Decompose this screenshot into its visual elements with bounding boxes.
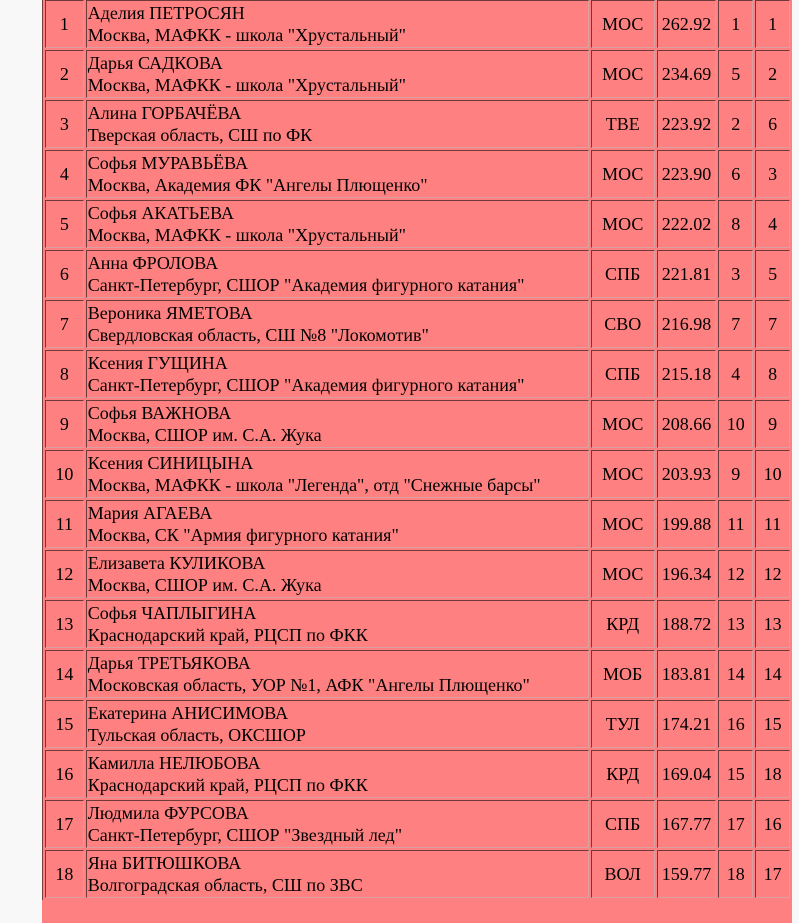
region-cell: МОС	[591, 200, 655, 248]
skater-club: Волгоградская область, СШ по ЗВС	[87, 875, 363, 895]
skater-cell	[86, 400, 589, 448]
skater-cell	[86, 600, 589, 648]
skater-club: Санкт-Петербург, СШОР "Академия фигурного катания"	[87, 275, 525, 295]
skater-cell	[86, 0, 589, 48]
place-cell: 2	[45, 50, 84, 98]
place-cell: 17	[45, 800, 84, 848]
short-program-place-cell: 1	[718, 0, 753, 48]
region-cell: ТУЛ	[591, 700, 655, 748]
short-program-place-cell: 10	[718, 400, 753, 448]
place-cell: 7	[45, 300, 84, 348]
place-cell: 10	[45, 450, 84, 498]
short-program-place-cell: 17	[718, 800, 753, 848]
region-cell: МОС	[591, 450, 655, 498]
skater-club: Санкт-Петербург, СШОР "Академия фигурного катания"	[87, 375, 525, 395]
free-skate-place-cell: 9	[755, 400, 790, 448]
skater-cell	[86, 550, 589, 598]
region-cell: МОБ	[591, 650, 655, 698]
total-score-cell: 196.34	[657, 550, 717, 598]
skater-name: Дарья САДКОВА	[87, 53, 223, 73]
table-row	[45, 650, 790, 698]
table-row	[45, 50, 790, 98]
skater-club: Москва, МАФКК - школа "Хрустальный"	[87, 75, 406, 95]
free-skate-place-cell: 2	[755, 50, 790, 98]
table-row	[45, 500, 790, 548]
short-program-place-cell: 7	[718, 300, 753, 348]
region-cell: СПБ	[591, 350, 655, 398]
region-cell: МОС	[591, 0, 655, 48]
short-program-place-cell: 3	[718, 250, 753, 298]
total-score-cell: 169.04	[657, 750, 717, 798]
table-row	[45, 0, 790, 48]
skater-name: Алина ГОРБАЧЁВА	[87, 103, 242, 123]
short-program-place-cell: 11	[718, 500, 753, 548]
free-skate-place-cell: 6	[755, 100, 790, 148]
skater-cell	[86, 50, 589, 98]
skater-club: Тверская область, СШ по ФК	[87, 125, 313, 145]
skater-cell	[86, 850, 589, 898]
skater-club: Краснодарский край, РЦСП по ФКК	[87, 625, 368, 645]
short-program-place-cell: 2	[718, 100, 753, 148]
skater-name: Софья ЧАПЛЫГИНА	[87, 603, 257, 623]
free-skate-place-cell: 8	[755, 350, 790, 398]
total-score-cell: 203.93	[657, 450, 717, 498]
table-row	[45, 250, 790, 298]
free-skate-place-cell: 14	[755, 650, 790, 698]
place-cell: 1	[45, 0, 84, 48]
free-skate-place-cell: 12	[755, 550, 790, 598]
skater-name: Елизавета КУЛИКОВА	[87, 553, 266, 573]
free-skate-place-cell: 10	[755, 450, 790, 498]
total-score-cell: 216.98	[657, 300, 717, 348]
free-skate-place-cell: 17	[755, 850, 790, 898]
total-score-cell: 222.02	[657, 200, 717, 248]
skater-name: Дарья ТРЕТЬЯКОВА	[87, 653, 251, 673]
place-cell: 14	[45, 650, 84, 698]
skater-club: Москва, СШОР им. С.А. Жука	[87, 575, 322, 595]
free-skate-place-cell: 13	[755, 600, 790, 648]
table-row	[45, 100, 790, 148]
free-skate-place-cell: 15	[755, 700, 790, 748]
skater-cell	[86, 700, 589, 748]
short-program-place-cell: 6	[718, 150, 753, 198]
results-panel	[42, 0, 792, 923]
table-row	[45, 600, 790, 648]
place-cell: 11	[45, 500, 84, 548]
region-cell: КРД	[591, 600, 655, 648]
skater-name: Анна ФРОЛОВА	[87, 253, 219, 273]
table-row	[45, 700, 790, 748]
skater-club: Москва, Академия ФК "Ангелы Плющенко"	[87, 175, 428, 195]
skater-name: Софья МУРАВЬЁВА	[87, 153, 249, 173]
place-cell: 15	[45, 700, 84, 748]
skater-club: Москва, СК "Армия фигурного катания"	[87, 525, 399, 545]
skater-name: Камилла НЕЛЮБОВА	[87, 753, 261, 773]
total-score-cell: 159.77	[657, 850, 717, 898]
table-row	[45, 150, 790, 198]
free-skate-place-cell: 1	[755, 0, 790, 48]
skater-club: Москва, МАФКК - школа "Легенда", отд "Снежные барсы"	[87, 475, 541, 495]
short-program-place-cell: 8	[718, 200, 753, 248]
total-score-cell: 174.21	[657, 700, 717, 748]
table-row	[45, 300, 790, 348]
results-table	[42, 0, 792, 900]
total-score-cell: 223.90	[657, 150, 717, 198]
table-row	[45, 200, 790, 248]
place-cell: 6	[45, 250, 84, 298]
free-skate-place-cell: 11	[755, 500, 790, 548]
free-skate-place-cell: 4	[755, 200, 790, 248]
results-table-body	[45, 0, 790, 898]
skater-name: Мария АГАЕВА	[87, 503, 213, 523]
place-cell: 16	[45, 750, 84, 798]
skater-cell	[86, 450, 589, 498]
place-cell: 4	[45, 150, 84, 198]
total-score-cell: 167.77	[657, 800, 717, 848]
free-skate-place-cell: 5	[755, 250, 790, 298]
skater-cell	[86, 650, 589, 698]
free-skate-place-cell: 18	[755, 750, 790, 798]
total-score-cell: 183.81	[657, 650, 717, 698]
skater-name: Вероника ЯМЕТОВА	[87, 303, 253, 323]
total-score-cell: 262.92	[657, 0, 717, 48]
region-cell: КРД	[591, 750, 655, 798]
region-cell: ВОЛ	[591, 850, 655, 898]
region-cell: МОС	[591, 50, 655, 98]
region-cell: ТВЕ	[591, 100, 655, 148]
short-program-place-cell: 13	[718, 600, 753, 648]
place-cell: 12	[45, 550, 84, 598]
short-program-place-cell: 18	[718, 850, 753, 898]
region-cell: МОС	[591, 550, 655, 598]
skater-club: Свердловская область, СШ №8 "Локомотив"	[87, 325, 429, 345]
table-row	[45, 850, 790, 898]
region-cell: СВО	[591, 300, 655, 348]
skater-cell	[86, 200, 589, 248]
skater-club: Москва, МАФКК - школа "Хрустальный"	[87, 25, 406, 45]
skater-cell	[86, 100, 589, 148]
short-program-place-cell: 5	[718, 50, 753, 98]
short-program-place-cell: 15	[718, 750, 753, 798]
skater-club: Санкт-Петербург, СШОР "Звездный лед"	[87, 825, 403, 845]
place-cell: 18	[45, 850, 84, 898]
skater-name: Ксения СИНИЦЫНА	[87, 453, 254, 473]
skater-name: Аделия ПЕТРОСЯН	[87, 3, 245, 23]
skater-name: Ксения ГУЩИНА	[87, 353, 228, 373]
table-row	[45, 550, 790, 598]
table-row	[45, 350, 790, 398]
skater-cell	[86, 150, 589, 198]
skater-club: Московская область, УОР №1, АФК "Ангелы Плющенко"	[87, 675, 530, 695]
total-score-cell: 215.18	[657, 350, 717, 398]
place-cell: 9	[45, 400, 84, 448]
table-row	[45, 800, 790, 848]
skater-club: Краснодарский край, РЦСП по ФКК	[87, 775, 368, 795]
total-score-cell: 199.88	[657, 500, 717, 548]
skater-name: Софья АКАТЬЕВА	[87, 203, 234, 223]
skater-club: Тульская область, ОКСШОР	[87, 725, 306, 745]
total-score-cell: 208.66	[657, 400, 717, 448]
table-row	[45, 400, 790, 448]
skater-name: Людмила ФУРСОВА	[87, 803, 249, 823]
skater-name: Екатерина АНИСИМОВА	[87, 703, 289, 723]
region-cell: СПБ	[591, 800, 655, 848]
total-score-cell: 221.81	[657, 250, 717, 298]
total-score-cell: 234.69	[657, 50, 717, 98]
region-cell: СПБ	[591, 250, 655, 298]
free-skate-place-cell: 16	[755, 800, 790, 848]
free-skate-place-cell: 7	[755, 300, 790, 348]
place-cell: 13	[45, 600, 84, 648]
skater-cell	[86, 800, 589, 848]
free-skate-place-cell: 3	[755, 150, 790, 198]
table-row	[45, 450, 790, 498]
skater-cell	[86, 750, 589, 798]
place-cell: 3	[45, 100, 84, 148]
skater-cell	[86, 250, 589, 298]
short-program-place-cell: 9	[718, 450, 753, 498]
skater-cell	[86, 350, 589, 398]
skater-cell	[86, 500, 589, 548]
short-program-place-cell: 14	[718, 650, 753, 698]
region-cell: МОС	[591, 400, 655, 448]
place-cell: 8	[45, 350, 84, 398]
place-cell: 5	[45, 200, 84, 248]
skater-name: Яна БИТЮШКОВА	[87, 853, 242, 873]
region-cell: МОС	[591, 150, 655, 198]
region-cell: МОС	[591, 500, 655, 548]
skater-cell	[86, 300, 589, 348]
skater-club: Москва, СШОР им. С.А. Жука	[87, 425, 322, 445]
total-score-cell: 223.92	[657, 100, 717, 148]
short-program-place-cell: 12	[718, 550, 753, 598]
short-program-place-cell: 16	[718, 700, 753, 748]
skater-club: Москва, МАФКК - школа "Хрустальный"	[87, 225, 406, 245]
short-program-place-cell: 4	[718, 350, 753, 398]
total-score-cell: 188.72	[657, 600, 717, 648]
table-row	[45, 750, 790, 798]
skater-name: Софья ВАЖНОВА	[87, 403, 232, 423]
